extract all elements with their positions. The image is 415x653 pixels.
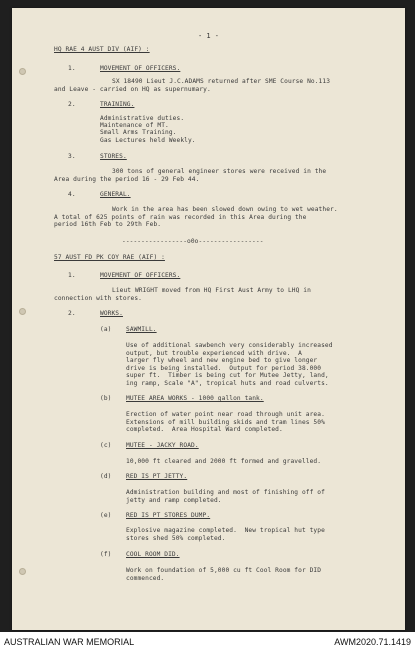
subitem-body-line: drive is being installed. Output for period 38.000: [126, 365, 322, 372]
subitem-label: (a): [100, 326, 112, 333]
item-title: STORES.: [100, 153, 127, 160]
footer-institution: AUSTRALIAN WAR MEMORIAL: [4, 637, 135, 647]
punch-hole: [19, 568, 26, 575]
subitem-title: MUTEE AREA WORKS - 1000 gallon tank.: [126, 395, 264, 402]
item-body-line: Area during the period 16 - 29 Feb 44.: [54, 176, 200, 183]
subitem-title: MUTEE - JACKY ROAD.: [126, 442, 199, 449]
item-body-line: Gas Lectures held Weekly.: [100, 137, 196, 144]
punch-hole: [19, 68, 26, 75]
subitem-body-line: Work on foundation of 5,000 cu ft Cool Room for DID: [126, 567, 322, 574]
item-title: TRAINING.: [100, 101, 135, 108]
item-body-line: Small Arms Training.: [100, 129, 177, 136]
item-body-line: period 16th Feb to 29th Feb.: [54, 221, 162, 228]
subitem-body-line: completed. Area Hospital Ward completed.: [126, 426, 283, 433]
subitem-label: (b): [100, 395, 112, 402]
item-number: 1.: [68, 65, 76, 72]
subitem-body-line: jetty and ramp completed.: [126, 497, 222, 504]
item-body-line: 300 tons of general engineer stores were received in the: [112, 168, 327, 175]
item-body-line: Administrative duties.: [100, 115, 185, 122]
item-body-line: SX 18490 Lieut J.C.ADAMS returned after SME Course No.113: [112, 78, 331, 85]
subitem-title: RED IS PT STORES DUMP.: [126, 512, 211, 519]
subitem-title: RED IS PT JETTY.: [126, 473, 188, 480]
item-body-line: A total of 625 points of rain was recorded in this Area during the: [54, 214, 307, 221]
page-number: - 1 -: [197, 32, 220, 40]
subitem-body-line: stores shed 50% completed.: [126, 535, 226, 542]
item-title: WORKS.: [100, 310, 123, 317]
item-number: 3.: [68, 153, 76, 160]
subitem-body-line: larger fly wheel and new engine bed to give longer: [126, 357, 318, 364]
item-title: GENERAL.: [100, 191, 131, 198]
footer-accession-number: AWM2020.71.1419: [334, 637, 411, 647]
subitem-body-line: Erection of water point near road through unit area.: [126, 411, 325, 418]
subitem-body-line: super ft. Timber is being cut for Mutee Jetty, land,: [126, 372, 329, 379]
subitem-body-line: Explosive magazine completed. New tropical hut type: [126, 527, 325, 534]
subitem-title: COOL ROOM DID.: [126, 551, 180, 558]
item-number: 1.: [68, 272, 76, 279]
item-number: 2.: [68, 101, 76, 108]
section-heading: 57 AUST FD PK COY RAE (AIF) :: [54, 254, 165, 261]
subitem-label: (d): [100, 473, 112, 480]
section-heading: HQ RAE 4 AUST DIV (AIF) :: [54, 46, 150, 53]
item-body-line: Work in the area has been slowed down owing to wet weather.: [112, 206, 338, 213]
item-body-line: Lieut WRIGHT moved from HQ First Aust Army to LHQ in: [112, 287, 311, 294]
subitem-body-line: commenced.: [126, 575, 165, 582]
subitem-body-line: Administration building and most of finishing off of: [126, 489, 325, 496]
subitem-body-line: Extensions of mill building skids and tram lines 50%: [126, 419, 325, 426]
subitem-body-line: output, but trouble experienced with drive. A: [126, 350, 302, 357]
item-body-line: and Leave - carried on HQ as supernumary.: [54, 86, 211, 93]
subitem-label: (c): [100, 442, 112, 449]
punch-hole: [19, 308, 26, 315]
subitem-label: (f): [100, 551, 112, 558]
subitem-title: SAWMILL.: [126, 326, 157, 333]
item-title: MOVEMENT OF OFFICERS.: [100, 272, 181, 279]
document-page: [12, 8, 405, 630]
item-body-line: connection with stores.: [54, 295, 142, 302]
subitem-body-line: Use of additional sawbench very considerably increased: [126, 342, 333, 349]
section-divider: -----------------o0o-----------------: [122, 238, 264, 245]
item-number: 4.: [68, 191, 76, 198]
item-number: 2.: [68, 310, 76, 317]
subitem-body-line: ing ramp, Scale "A", tropical huts and road culverts.: [126, 380, 329, 387]
item-body-line: Maintenance of MT.: [100, 122, 169, 129]
item-title: MOVEMENT OF OFFICERS.: [100, 65, 181, 72]
archive-footer: [0, 632, 415, 653]
subitem-body-line: 10,000 ft cleared and 2000 ft formed and gravelled.: [126, 458, 322, 465]
subitem-label: (e): [100, 512, 112, 519]
